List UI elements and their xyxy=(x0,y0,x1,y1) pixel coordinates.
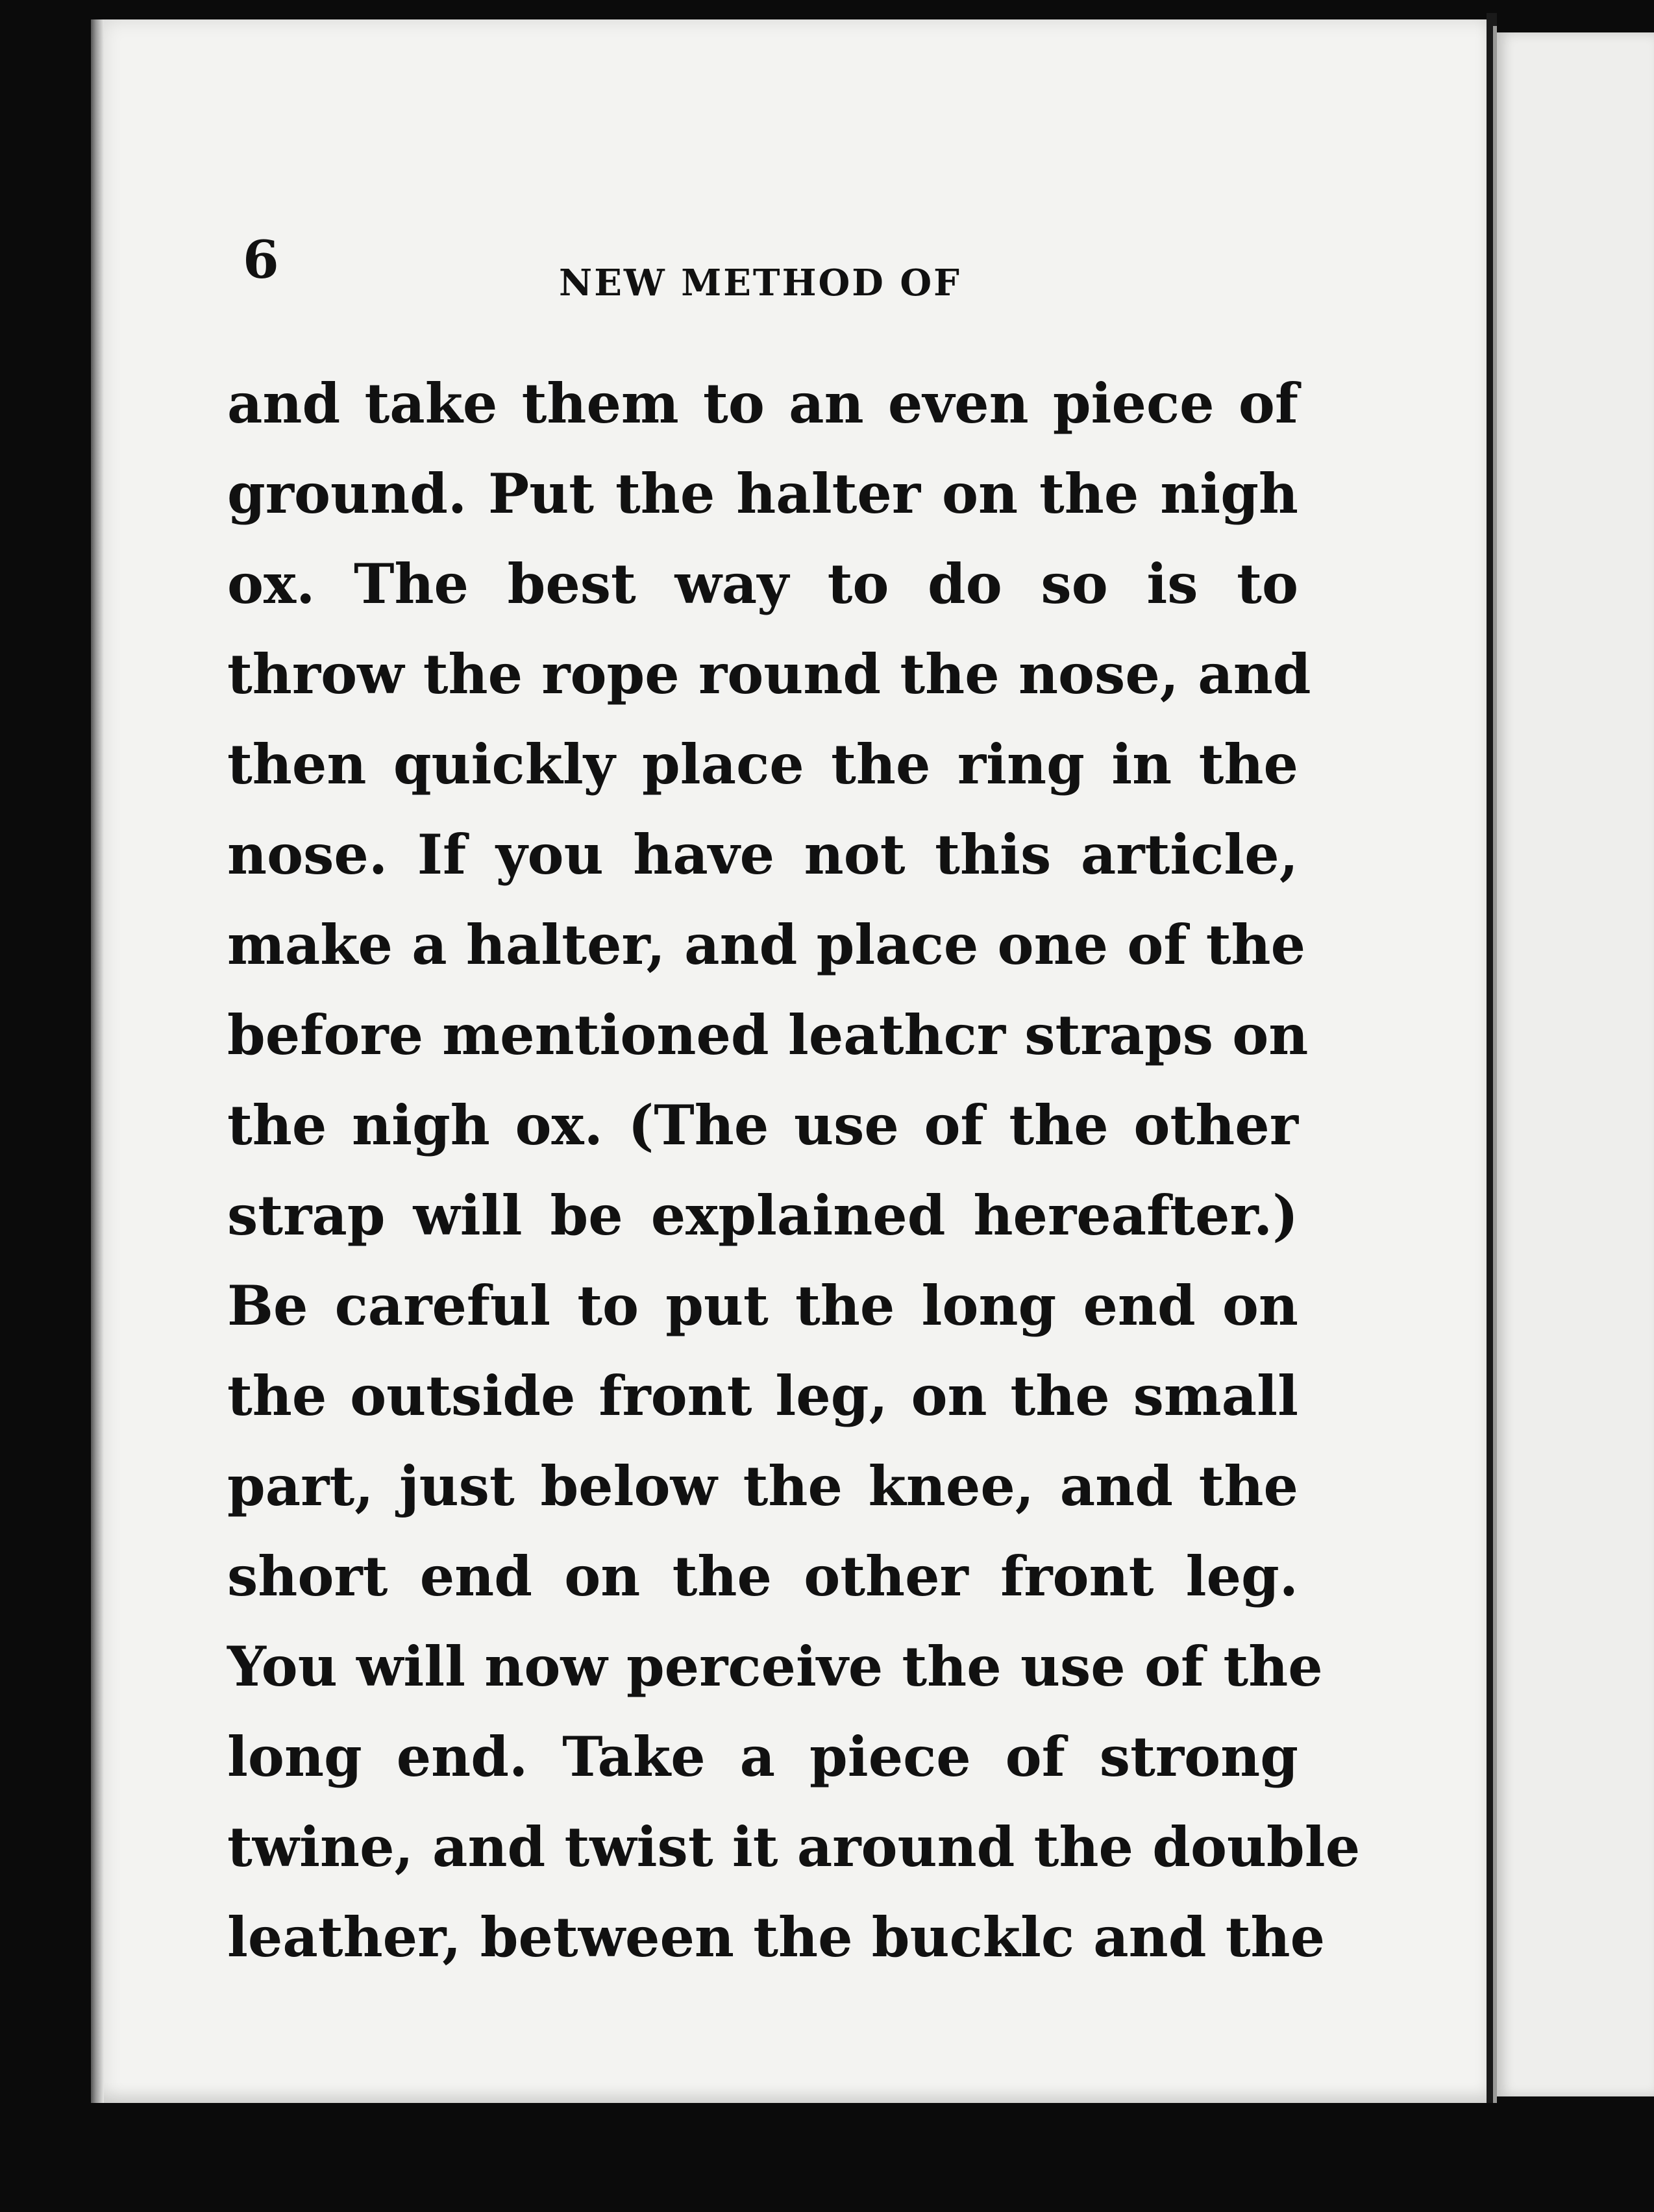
text-line: long end. Take a piece of strong xyxy=(227,1725,1298,1789)
text-line: then quickly place the ring in the xyxy=(227,732,1298,796)
page-number: 6 xyxy=(243,229,279,290)
text-line: the nigh ox. (The use of the other xyxy=(227,1093,1298,1157)
page-header xyxy=(238,231,1328,309)
text-line: nose. If you have not this article, xyxy=(227,822,1298,887)
text-line: Be careful to put the long end on xyxy=(227,1273,1298,1338)
text-line: ground. Put the halter on the nigh xyxy=(227,461,1298,526)
text-line: before mentioned leathcr straps on xyxy=(227,1003,1309,1067)
text-line: leather, between the bucklc and the xyxy=(227,1905,1326,1969)
text-line: make a halter, and place one of the xyxy=(227,913,1306,977)
body-text xyxy=(227,358,1361,1982)
text-line: part, just below the knee, and the xyxy=(227,1454,1298,1518)
text-line: strap will be explained hereafter.) xyxy=(227,1183,1298,1247)
text-line: short end on the other front leg. xyxy=(227,1544,1298,1608)
right-book-page xyxy=(1497,32,1654,2096)
text-line: and take them to an even piece of xyxy=(227,371,1298,436)
text-line: twine, and twist it around the double xyxy=(227,1815,1361,1879)
text-line: You will now perceive the use of the xyxy=(227,1634,1323,1699)
text-line: throw the rope round the nose, and xyxy=(227,642,1311,706)
text-line: ox. The best way to do so is to xyxy=(227,552,1298,616)
running-head: NEW METHOD OF xyxy=(559,262,961,304)
text-line: the outside front leg, on the small xyxy=(227,1364,1298,1428)
